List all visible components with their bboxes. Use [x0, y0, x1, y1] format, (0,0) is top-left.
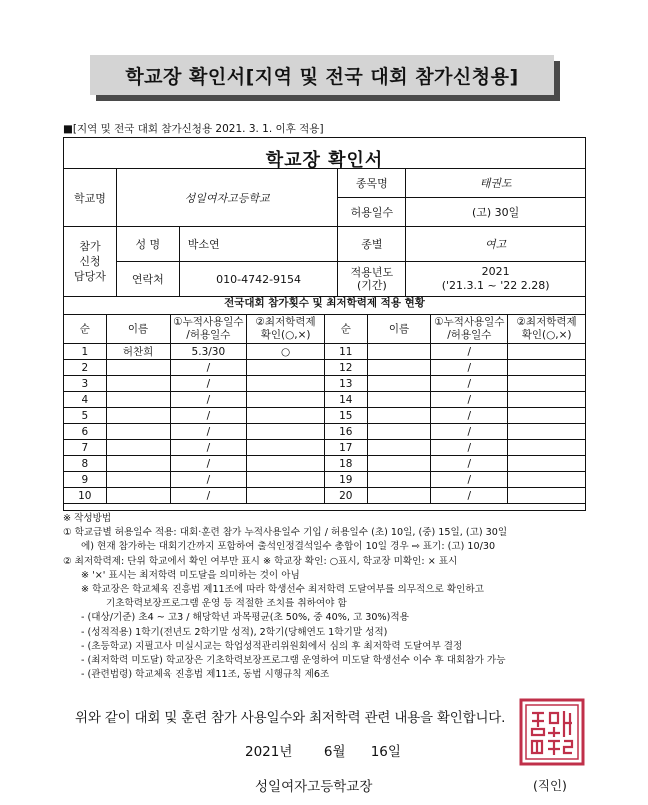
table-row [64, 408, 586, 424]
row-name [106, 472, 170, 488]
row-days: / [431, 408, 508, 424]
category-value: 여고 [406, 227, 586, 262]
row-days: / [431, 424, 508, 440]
table-row [64, 360, 586, 376]
row-name [106, 488, 170, 504]
allowed-days-value: (고) 30일 [406, 198, 586, 227]
writing-instructions [63, 512, 591, 682]
row-check [247, 456, 325, 472]
row-name [367, 472, 431, 488]
confirmation-form [63, 137, 586, 511]
school-value: 성일여자고등학교 [116, 169, 338, 227]
row-no: 12 [324, 360, 367, 376]
row-no: 7 [64, 440, 107, 456]
header-no: 순 [324, 315, 367, 344]
row-days: 5.3/30 [170, 344, 247, 360]
allowed-days-label: 허용일수 [338, 198, 406, 227]
table-row [64, 424, 586, 440]
row-no: 18 [324, 456, 367, 472]
category-label: 종별 [338, 227, 406, 262]
year-cell [406, 262, 586, 297]
official-seal-icon [518, 697, 586, 767]
header-check: ②최저학력제 확인(○,×) [247, 315, 325, 344]
row-days: / [431, 360, 508, 376]
header-check: ②최저학력제 확인(○,×) [508, 315, 586, 344]
row-days: / [431, 344, 508, 360]
applicability-note: ■[지역 및 전국 대회 참가신청용 2021. 3. 1. 이후 적용] [63, 123, 324, 135]
row-no: 17 [324, 440, 367, 456]
row-days: / [170, 472, 247, 488]
year-value: 2021 [481, 265, 510, 278]
date-month: 6월 [323, 744, 346, 760]
instruction-note-1: ※ '×' 표시는 최저학력 미도달을 의미하는 것이 아님 [81, 569, 300, 581]
row-name [106, 376, 170, 392]
instruction-elementary: - (초등학교) 지필고사 미실시교는 학업성적관리위원회에서 심의 후 최저학력 도달여부 결정 [81, 640, 463, 652]
sport-label: 종목명 [338, 169, 406, 198]
instruction-law: - (관련법령) 학교체육 진흥법 제11조, 동법 시행규칙 제6조 [81, 669, 330, 681]
row-no: 13 [324, 376, 367, 392]
header-name: 이름 [106, 315, 170, 344]
row-days: / [170, 424, 247, 440]
row-days: / [431, 376, 508, 392]
status-table-title: 전국대회 참가횟수 및 최저학력제 적용 현황 [224, 297, 425, 309]
row-check [247, 360, 325, 376]
header-days: ①누적사용일수 /허용일수 [431, 315, 508, 344]
row-days: / [170, 408, 247, 424]
table-row [64, 440, 586, 456]
row-check [247, 472, 325, 488]
instruction-note-2: ※ 학교장은 학교체육 진흥법 제11조에 따라 학생선수 최저학력 도달여부를 의무적으로 확인하고 [81, 584, 484, 596]
confirmation-statement: 위와 같이 대회 및 훈련 참가 사용일수와 최저학력 관련 내용을 확인합니다. [75, 710, 506, 726]
row-check [508, 360, 586, 376]
issue-date [245, 740, 401, 760]
row-no: 16 [324, 424, 367, 440]
date-day: 16일 [370, 744, 401, 760]
row-no: 19 [324, 472, 367, 488]
name-label: 성 명 [116, 227, 179, 262]
row-name [106, 440, 170, 456]
row-check [247, 440, 325, 456]
instructions-heading: ※ 작성방법 [63, 513, 112, 524]
row-name [367, 392, 431, 408]
row-days: / [170, 440, 247, 456]
principal-signature: 성일여자고등학교장 [255, 779, 373, 795]
contact-value: 010-4742-9154 [179, 262, 338, 297]
row-check [508, 456, 586, 472]
table-row [64, 344, 586, 360]
row-days: / [170, 376, 247, 392]
row-no: 2 [64, 360, 107, 376]
table-row [64, 456, 586, 472]
row-check [508, 424, 586, 440]
row-days: / [431, 456, 508, 472]
instruction-note-2-cont: 기초학력보장프로그램 운영 등 적절한 조치를 취하여야 함 [106, 598, 347, 610]
row-check [508, 376, 586, 392]
table-row [64, 392, 586, 408]
row-check [247, 424, 325, 440]
date-year: 2021년 [245, 744, 293, 760]
table-row [64, 472, 586, 488]
row-days: / [170, 456, 247, 472]
instruction-2: ② 최저학력제: 단위 학교에서 확인 여부만 표시 ※ 학교장 확인: ○표시, 학교장 미확인: × 표시 [63, 555, 458, 567]
row-name [367, 360, 431, 376]
row-no: 20 [324, 488, 367, 504]
name-value: 박소연 [179, 227, 338, 262]
row-name [106, 424, 170, 440]
header-banner: 학교장 확인서[지역 및 전국 대회 참가신청용] [90, 55, 554, 95]
row-name [106, 456, 170, 472]
row-no: 3 [64, 376, 107, 392]
row-days: / [431, 472, 508, 488]
contact-label: 연락처 [116, 262, 179, 297]
row-no: 5 [64, 408, 107, 424]
row-no: 14 [324, 392, 367, 408]
row-no: 10 [64, 488, 107, 504]
period-value: ('21.3.1 ~ '22 2.28) [441, 279, 550, 292]
row-check [247, 376, 325, 392]
row-days: / [431, 440, 508, 456]
row-days: / [170, 488, 247, 504]
row-check [247, 392, 325, 408]
row-name [367, 440, 431, 456]
row-name [106, 408, 170, 424]
participation-table [63, 314, 586, 504]
row-name [367, 456, 431, 472]
info-table [63, 168, 586, 297]
instruction-1: ① 학교급별 허용일수 적용: 대회·훈련 참가 누적사용일수 기입 / 허용일수 (초) 10일, (중) 15일, (고) 30일 [63, 527, 508, 539]
school-label: 학교명 [64, 169, 117, 227]
row-name [367, 344, 431, 360]
row-check [508, 408, 586, 424]
table-row [64, 376, 586, 392]
row-check [508, 472, 586, 488]
instruction-target: - (대상/기준) 초4 ~ 고3 / 해당학년 과목평균(초 50%, 중 40%, 고 30%)적용 [81, 612, 409, 624]
instruction-unmet: - (최저학력 미도달) 학교장은 기초학력보장프로그램 운영하여 미도달 학생선수 이수 후 대회참가 가능 [81, 655, 506, 667]
row-days: / [170, 360, 247, 376]
row-days: / [170, 392, 247, 408]
header-days: ①누적사용일수 /허용일수 [170, 315, 247, 344]
instruction-1-example: 에) 현재 참가하는 대회기간까지 포함하여 출석인정결석일수 총합이 10일 경우 ⇨ 표기: (고) 10/30 [81, 541, 496, 553]
sport-value: 태권도 [406, 169, 586, 198]
row-check [508, 344, 586, 360]
row-no: 6 [64, 424, 107, 440]
row-no: 1 [64, 344, 107, 360]
contact-person-label: 참가 신청 담당자 [64, 227, 117, 297]
row-no: 8 [64, 456, 107, 472]
row-no: 9 [64, 472, 107, 488]
row-no: 11 [324, 344, 367, 360]
row-check [508, 392, 586, 408]
row-name: 허찬희 [106, 344, 170, 360]
row-name [106, 360, 170, 376]
header-name: 이름 [367, 315, 431, 344]
header-no: 순 [64, 315, 107, 344]
row-name [367, 376, 431, 392]
row-check: ○ [247, 344, 325, 360]
instruction-grading: - (성적적용) 1학기(전년도 2학기말 성적), 2학기(당해연도 1학기말 성적) [81, 626, 388, 638]
row-name [367, 488, 431, 504]
seal-label: (직인) [533, 778, 567, 793]
year-label: 적용년도 (기간) [338, 262, 406, 297]
row-no: 15 [324, 408, 367, 424]
row-name [106, 392, 170, 408]
row-check [508, 488, 586, 504]
row-no: 4 [64, 392, 107, 408]
row-days: / [431, 392, 508, 408]
row-check [247, 408, 325, 424]
row-name [367, 424, 431, 440]
table-row [64, 488, 586, 504]
row-days: / [431, 488, 508, 504]
row-check [247, 488, 325, 504]
document-title: 학교장 확인서 [265, 150, 384, 171]
row-name [367, 408, 431, 424]
row-check [508, 440, 586, 456]
